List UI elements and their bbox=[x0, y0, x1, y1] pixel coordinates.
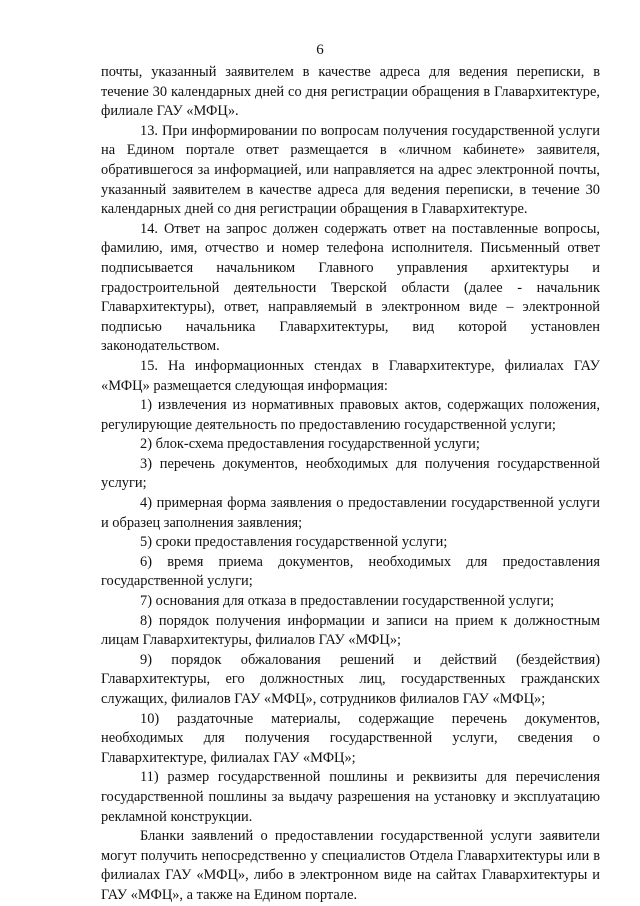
paragraph-15: 15. На информационных стендах в Главархитектуре, филиалах ГАУ «МФЦ» размещается следующая информация: bbox=[101, 357, 600, 394]
paragraph-forms: Бланки заявлений о предоставлении государственной услуги заявители могут получить непосредственно у специалистов Отдела Главархитектуры или в филиалах ГАУ «МФЦ», либо в электронном виде на сайтах Главархитектуры и ГАУ «МФЦ», а также на Едином портале. bbox=[101, 828, 600, 903]
list-item-9: 9) порядок обжалования решений и действий (бездействия) Главархитектуры, его должностных лиц, государственных гражданских служащих, филиалов ГАУ «МФЦ», сотрудников филиалов ГАУ «МФЦ»; bbox=[101, 651, 600, 707]
paragraph-14: 14. Ответ на запрос должен содержать ответ на поставленные вопросы, фамилию, имя, отчество и номер телефона исполнителя. Письменный ответ подписывается начальником Главного управления архитектуры и градостроительной деятельности Тверской области (далее - начальник Главархитектуры), ответ, направляемый в электронном виде – электронной подписью начальника Главархитектуры, вид которой установлен законодательством. bbox=[101, 220, 600, 355]
list-item-2: 2) блок-схема предоставления государственной услуги; bbox=[140, 436, 480, 453]
list-item-1: 1) извлечения из нормативных правовых актов, содержащих положения, регулирующие деятельность по предоставлению государственной услуги; bbox=[101, 397, 600, 433]
list-item-6: 6) время приема документов, необходимых для предоставления государственной услуги; bbox=[101, 553, 600, 590]
page-number: 6 bbox=[316, 42, 324, 58]
list-item-8: 8) порядок получения информации и записи на прием к должностным лицам Главархитектуры, филиалов ГАУ «МФЦ»; bbox=[101, 612, 600, 649]
list-item-10: 10) раздаточные материалы, содержащие перечень документов, необходимых для получения государственной услуги, сведения о Главархитектуре, филиалах ГАУ «МФЦ»; bbox=[101, 710, 600, 766]
list-item-11: 11) размер государственной пошлины и реквизиты для перечисления государственной пошлины за выдачу разрешения на установку и эксплуатацию рекламной конструкции. bbox=[101, 769, 600, 825]
list-item-5: 5) сроки предоставления государственной услуги; bbox=[140, 534, 448, 551]
document-body bbox=[101, 63, 600, 906]
list-item-4: 4) примерная форма заявления о предоставлении государственной услуги и образец заполнения заявления; bbox=[101, 495, 600, 531]
paragraph-13: 13. При информировании по вопросам получения государственной услуги на Едином портале ответ размещается в «личном кабинете» заявителя, обратившегося за информацией, или направляется на адрес электронной почты, указанный заявителем в качестве адреса для ведения переписки, в течение 30 календарных дней со дня регистрации обращения в Главархитектуре. bbox=[101, 122, 600, 218]
list-item-7: 7) основания для отказа в предоставлении государственной услуги; bbox=[140, 593, 555, 610]
paragraph-continuation: почты, указанный заявителем в качестве адреса для ведения переписки, в течение 30 календарных дней со дня регистрации обращения в Главархитектуре, филиале ГАУ «МФЦ». bbox=[101, 64, 600, 120]
list-item-3: 3) перечень документов, необходимых для получения государственной услуги; bbox=[101, 455, 600, 492]
